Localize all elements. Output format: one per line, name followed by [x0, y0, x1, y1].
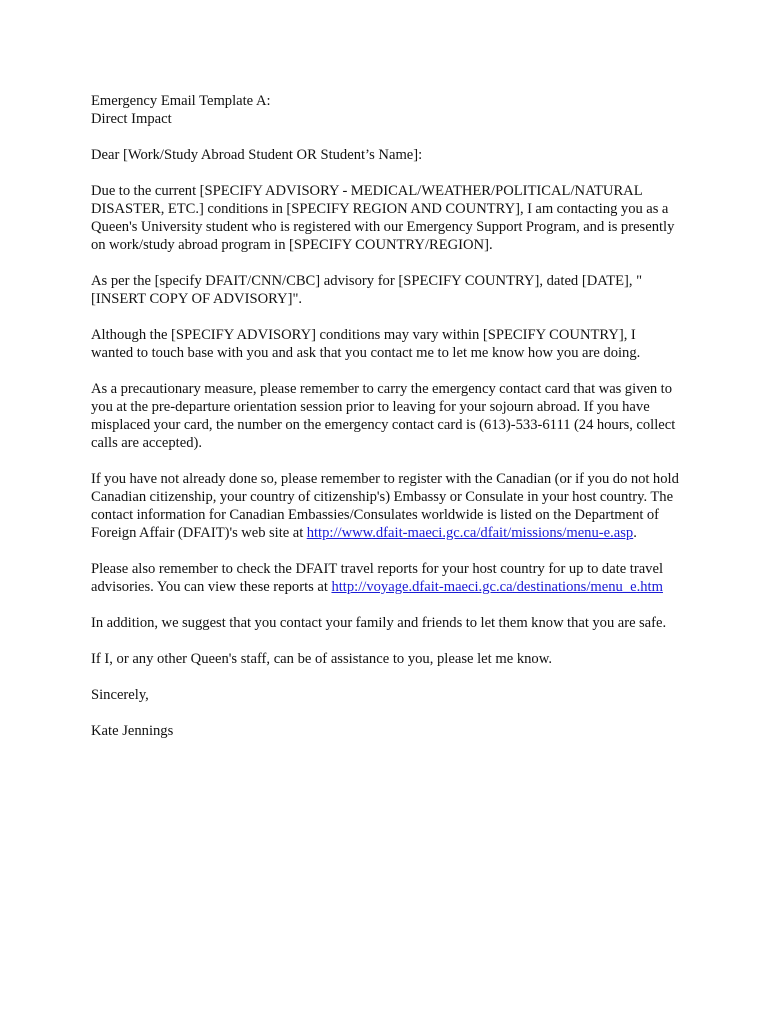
paragraph-register-embassy-text: If you have not already done so, please remember to register with the Canadian (or if you do not hold Canadian citizenship, your country of citizenship's) Embassy or Consulate in your host country. The contact information for Canadian Embassies/Consulates worldwide is listed on the Department of Foreign Affair (DFAIT)'s web site at	[91, 471, 679, 541]
dfait-missions-link[interactable]: http://www.dfait-maeci.gc.ca/dfait/missions/menu-e.asp	[306, 525, 634, 541]
paragraph-register-embassy-end: .	[633, 525, 637, 541]
paragraph-advisory-conditions: Due to the current [SPECIFY ADVISORY - MEDICAL/WEATHER/POLITICAL/NATURAL DISASTER, ETC.] conditions in [SPECIFY REGION AND COUNTRY], I am contacting you as a Queen's University student who is registered with our Emergency Support Program, and is presently on work/study abroad program in [SPECIFY COUNTRY/REGION].	[91, 183, 675, 253]
paragraph-register-embassy	[91, 470, 681, 542]
closing: Sincerely,	[91, 687, 149, 703]
document-heading	[91, 92, 681, 128]
paragraph-touch-base: Although the [SPECIFY ADVISORY] conditions may vary within [SPECIFY COUNTRY], I wanted to touch base with you and ask that you contact me to let me know how you are doing.	[91, 327, 641, 361]
paragraph-assistance: If I, or any other Queen's staff, can be of assistance to you, please let me know.	[91, 651, 552, 667]
dfait-destinations-link[interactable]: http://voyage.dfait-maeci.gc.ca/destinations/menu_e.htm	[331, 579, 663, 595]
paragraph-emergency-card: As a precautionary measure, please remember to carry the emergency contact card that was given to you at the pre-departure orientation session prior to leaving for your sojourn abroad. If you have misplaced your card, the number on the emergency contact card is (613)-533-6111 (24 hours, collect calls are accepted).	[91, 381, 676, 451]
salutation: Dear [Work/Study Abroad Student OR Student’s Name]:	[91, 147, 423, 163]
paragraph-travel-reports	[91, 560, 681, 596]
signature: Kate Jennings	[91, 723, 174, 739]
paragraph-advisory-details: As per the [specify DFAIT/CNN/CBC] advisory for [SPECIFY COUNTRY], dated [DATE], "[INSERT COPY OF ADVISORY]".	[91, 273, 643, 307]
document-body	[91, 92, 681, 758]
template-title: Emergency Email Template A:	[91, 93, 271, 109]
paragraph-contact-family: In addition, we suggest that you contact your family and friends to let them know that you are safe.	[91, 615, 667, 631]
template-subtitle: Direct Impact	[91, 111, 172, 127]
paragraph-travel-reports-text: Please also remember to check the DFAIT travel reports for your host country for up to date travel advisories. You can view these reports at	[91, 561, 664, 595]
